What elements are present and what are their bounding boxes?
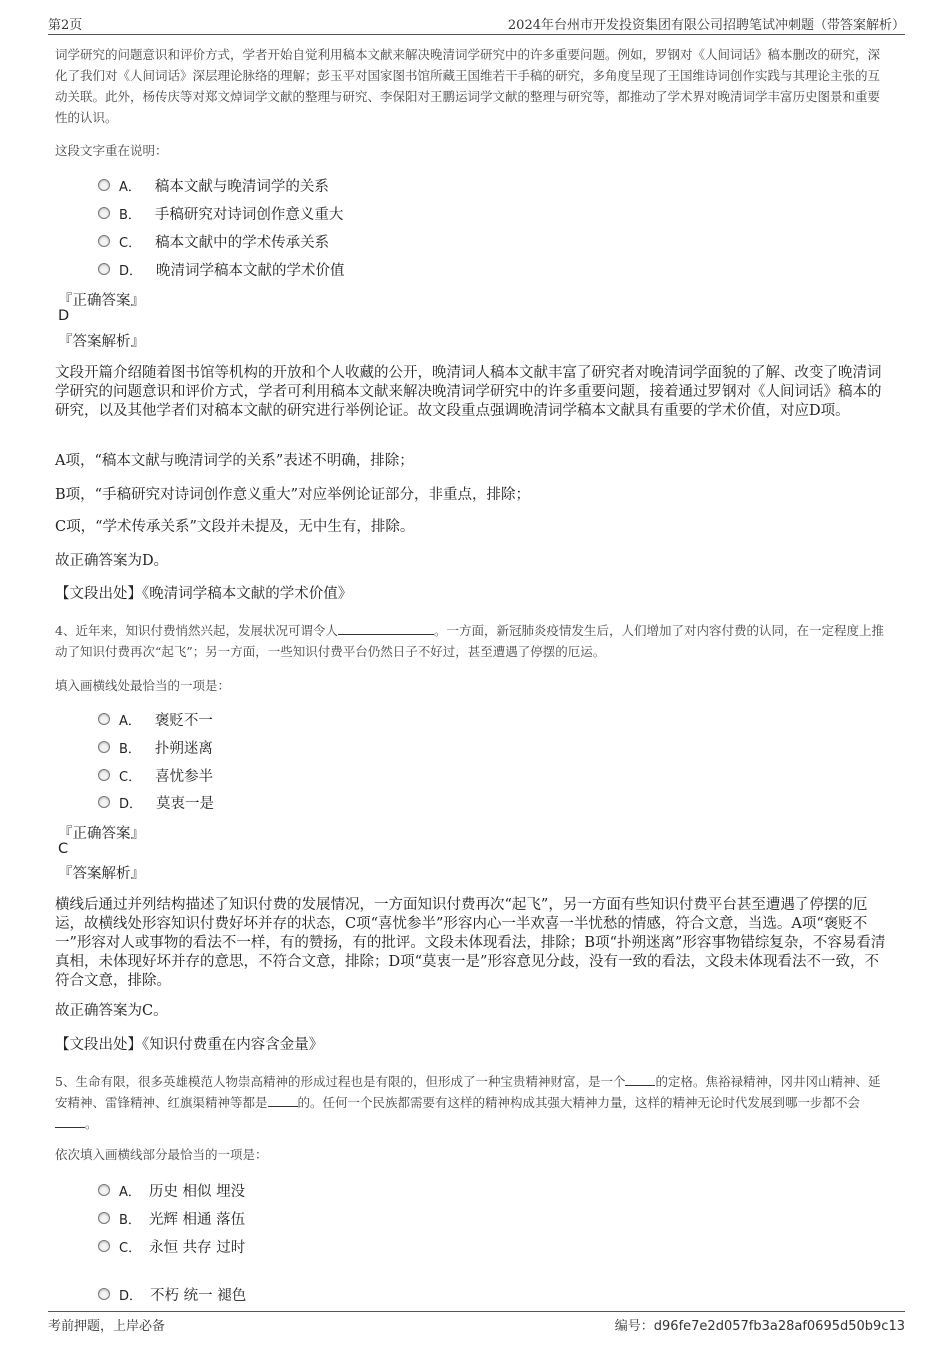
q5-stem-part3: 的。任何一个民族都需要有这样的精神构成其强大精神力量，这样的精神无论时代发展到哪一步都不会 (297, 1095, 861, 1110)
q4-stem-before: 4、近年来，知识付费悄然兴起，发展状况可谓令人 (55, 623, 338, 638)
q4-stem (55, 620, 888, 662)
page-number: 第2页 (48, 18, 83, 33)
q4-option-a[interactable] (98, 708, 213, 730)
q3-conclusion: 故正确答案为D。 (55, 553, 169, 569)
q5-option-b[interactable] (98, 1207, 245, 1229)
q3-analysis-main: 文段开篇介绍随着图书馆等机构的开放和个人收藏的公开，晚清词人稿本文献丰富了研究者对晚清词学面貌的了解、改变了晚清词学研究的问题意识和评价方式，学者可利用稿本文献来解决晚清词学研究中的许多重要问题，接着通过罗钢对《人间词话》稿本的研究，以及其他学者们对稿本文献的研究进行举例论证。故文段重点强调晚清词学稿本文献具有重要的学术价值，对应D项。 (55, 365, 882, 419)
radio-icon[interactable] (98, 1184, 110, 1196)
q4-answer-label: 『正确答案』 (58, 826, 145, 842)
option-text: 光辉 相通 落伍 (148, 1211, 246, 1228)
option-text: 稿本文献与晚清词学的关系 (154, 178, 329, 195)
option-letter: D． (119, 1288, 143, 1304)
radio-icon[interactable] (98, 741, 110, 753)
option-letter: B． (119, 1212, 141, 1228)
option-letter: C． (119, 1240, 142, 1256)
option-letter: A． (119, 1184, 141, 1200)
radio-icon[interactable] (98, 796, 110, 808)
radio-icon[interactable] (98, 769, 110, 781)
q4-option-c[interactable] (98, 764, 213, 786)
radio-icon[interactable] (98, 207, 110, 219)
page-footer (48, 1311, 905, 1335)
option-letter: C． (119, 235, 142, 251)
option-text: 扑朔迷离 (154, 740, 213, 757)
q3-analysis-b: B项，“手稿研究对诗词创作意义重大”对应举例论证部分，非重点，排除； (55, 487, 530, 503)
q5-option-d[interactable] (98, 1283, 246, 1305)
q5-stem-part4: 。 (85, 1116, 98, 1131)
code-label: 编号： (614, 1319, 654, 1334)
q3-answer: D (58, 308, 70, 324)
option-text: 历史 相似 埋没 (148, 1183, 246, 1200)
footer-slogan: 考前押题，上岸必备 (48, 1319, 166, 1334)
option-text: 稿本文献中的学术传承关系 (155, 234, 330, 251)
q4-prompt: 填入画横线处最恰当的一项是： (55, 678, 231, 693)
radio-icon[interactable] (98, 179, 110, 191)
q5-prompt: 依次填入画横线部分最恰当的一项是： (55, 1147, 268, 1162)
radio-icon[interactable] (98, 235, 110, 247)
document-code (615, 1315, 905, 1334)
q4-analysis-main: 横线后通过并列结构描述了知识付费的发展情况，一方面知识付费再次“起飞”，另一方面有些知识付费平台甚至遭遇了停摆的厄运，故横线处形容知识付费好坏并存的状态，C项“喜忧参半”形容内心一半欢喜一半忧愁的情感，符合文意，当选。A项“褒贬不一”形容对人或事物的看法不一样，有的赞扬，有的批评。文段未体现看法，排除；B项“扑朔迷离”形容事物错综复杂，不容易看清真相，未体现好坏并存的意思，不符合文意，排除；D项“莫衷一是”形容意见分歧，没有一致的看法，文段未体现看法不一致，不符合文意，排除。 (55, 897, 886, 989)
option-text: 不朽 统一 褪色 (150, 1287, 247, 1304)
q3-prompt: 这段文字重在说明： (55, 143, 168, 158)
radio-icon[interactable] (98, 1240, 110, 1252)
option-letter: B． (119, 207, 141, 223)
option-letter: A． (119, 179, 141, 195)
answer-blank (625, 1073, 655, 1086)
q5-stem (55, 1071, 888, 1134)
q3-source: 【文段出处】《晚清词学稿本文献的学术价值》 (55, 586, 353, 602)
code-value: d96fe7e2d057fb3a28af0695d50b9c13 (653, 1319, 905, 1334)
document-title: 2024年台州市开发投资集团有限公司招聘笔试冲刺题（带答案解析） (507, 18, 905, 33)
q4-answer: C (58, 841, 69, 857)
q4-source: 【文段出处】《知识付费重在内容含金量》 (55, 1037, 324, 1053)
q4-analysis-label: 『答案解析』 (58, 866, 145, 882)
radio-icon[interactable] (98, 713, 110, 725)
q3-answer-label: 『正确答案』 (58, 293, 145, 309)
q4-stem-after: 。一方面，新冠肺炎疫情发生后，人们增加了对内容付费的认同，在一定程度上推动了知识付费再次“起飞”；另一方面，一些知识付费平台仍然日子不好过，甚至遭遇了停摆的厄运。 (55, 623, 884, 659)
option-letter: D． (119, 796, 143, 812)
radio-icon[interactable] (98, 263, 110, 275)
answer-blank (55, 1115, 85, 1128)
q5-stem-part1: 5、生命有限，很多英雄模范人物崇高精神的形成过程也是有限的，但形成了一种宝贵精神财富，是一个 (55, 1074, 626, 1089)
q5-option-c[interactable] (98, 1235, 245, 1257)
answer-blank (268, 1094, 298, 1107)
radio-icon[interactable] (98, 1288, 110, 1300)
option-text: 永恒 共存 过时 (149, 1239, 246, 1256)
q5-stem-part2: 的定格。焦裕禄精神，冈井冈山精神、延安精神、雷锋精神、红旗渠精神等都是 (55, 1074, 881, 1110)
q4-option-b[interactable] (98, 736, 213, 758)
option-letter: C． (119, 769, 142, 785)
option-letter: A． (119, 713, 141, 729)
radio-icon[interactable] (98, 1212, 110, 1224)
q3-analysis-a: A项，“稿本文献与晚清词学的关系”表述不明确，排除； (55, 453, 414, 469)
page-header (48, 14, 905, 35)
option-text: 手稿研究对诗词创作意义重大 (154, 206, 344, 223)
option-text: 喜忧参半 (155, 768, 214, 785)
option-letter: D． (119, 263, 143, 279)
intro-passage: 词学研究的问题意识和评价方式，学者开始自觉利用稿本文献来解决晚清词学研究中的许多重要问题。例如，罗钢对《人间词话》稿本删改的研究，深化了我们对《人间词话》深层理论脉络的理解；彭玉平对国家图书馆所藏王国维若干手稿的研究，多角度呈现了王国维诗词创作实践与其理论主张的互动关联。此外，杨传庆等对郑文焯词学文献的整理与研究、李保阳对王鹏运词学文献的整理与研究等，都推动了学术界对晚清词学丰富历史图景和重要性的认识。 (55, 47, 881, 125)
q3-option-c[interactable] (98, 230, 329, 252)
option-text: 褒贬不一 (154, 712, 213, 729)
q5-option-a[interactable] (98, 1179, 245, 1201)
q4-conclusion: 故正确答案为C。 (55, 1003, 168, 1019)
option-text: 晚清词学稿本文献的学术价值 (156, 262, 345, 279)
q3-analysis-label: 『答案解析』 (58, 334, 145, 350)
q4-option-d[interactable] (98, 791, 214, 813)
q3-option-a[interactable] (98, 174, 329, 196)
q3-option-d[interactable] (98, 258, 345, 280)
option-text: 莫衷一是 (156, 795, 215, 812)
q3-option-b[interactable] (98, 202, 343, 224)
option-letter: B． (119, 741, 141, 757)
answer-blank (338, 622, 434, 635)
q3-analysis-c: C项，“学术传承关系”文段并未提及，无中生有，排除。 (55, 519, 415, 535)
